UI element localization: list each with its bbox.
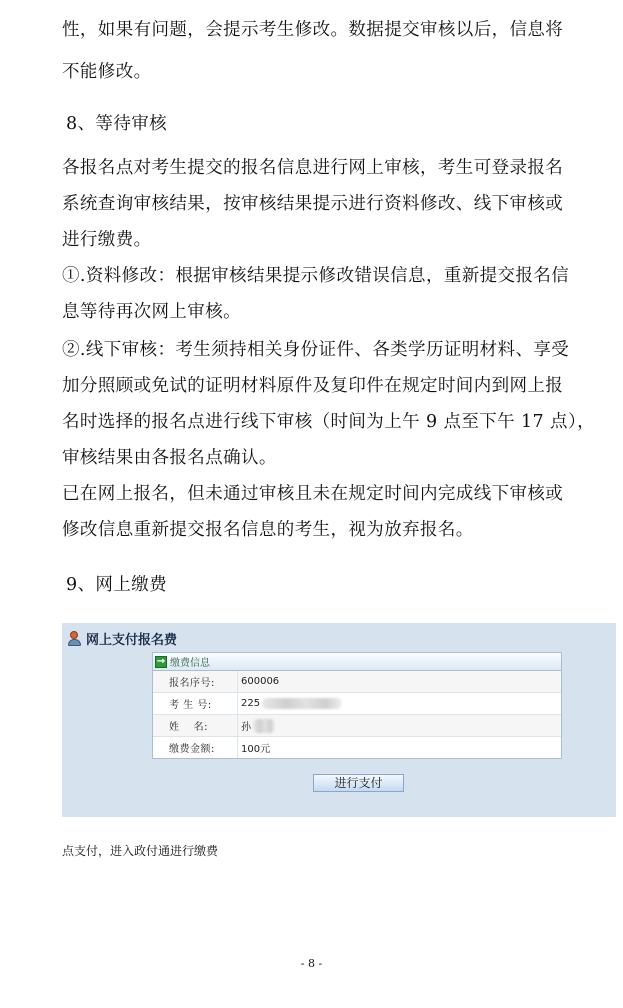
list-item-1-line: ①.资料修改：根据审核结果提示修改错误信息，重新提交报名信	[62, 266, 570, 286]
list-item-2-line: 名时选择的报名点进行线下审核（时间为上午 9 点至下午 17 点），	[62, 412, 596, 432]
panel-title-text: 网上支付报名费	[86, 632, 178, 648]
section-8-heading: 8、等待审核	[66, 114, 168, 134]
paragraph-line: 进行缴费。	[62, 230, 152, 250]
redaction-blur	[253, 719, 275, 733]
paragraph-line: 性，如果有问题，会提示考生修改。数据提交审核以后，信息将	[62, 20, 564, 40]
pay-button[interactable]: 进行支付	[313, 774, 404, 792]
table-header	[153, 653, 561, 671]
row-value: 225	[238, 693, 561, 714]
list-item-2-line: ②.线下审核：考生须持相关身份证件、各类学历证明材料、享受	[62, 340, 570, 360]
paragraph-line: 修改信息重新提交报名信息的考生，视为放弃报名。	[62, 520, 474, 540]
row-label: 报名序号:	[153, 671, 238, 692]
section-9-heading: 9、网上缴费	[66, 575, 168, 595]
row-value: 100元	[241, 744, 271, 755]
paragraph-line: 系统查询审核结果，按审核结果提示进行资料修改、线下审核或	[62, 194, 564, 214]
table-row	[153, 671, 561, 692]
user-icon	[67, 631, 82, 646]
table-row	[153, 736, 561, 758]
page-number: - 8 -	[300, 957, 323, 970]
row-label: 缴费金额:	[153, 737, 238, 758]
table-row	[153, 692, 561, 714]
paragraph-line: 已在网上报名，但未通过审核且未在规定时间内完成线下审核或	[62, 484, 564, 504]
table-row	[153, 714, 561, 736]
row-value: 孙	[238, 715, 561, 736]
row-label: 姓 名:	[153, 715, 238, 736]
arrow-right-icon: →	[156, 655, 166, 667]
list-item-2-line: 加分照顾或免试的证明材料原件及复印件在规定时间内到网上报	[62, 376, 564, 396]
table-header-text: 缴费信息	[170, 658, 210, 669]
list-item-1-line: 息等待再次网上审核。	[62, 302, 241, 322]
payment-info-table	[152, 652, 562, 759]
panel-title	[67, 629, 177, 647]
row-value: 600006	[241, 676, 280, 687]
payment-panel-screenshot	[62, 623, 616, 817]
list-item-2-line: 审核结果由各报名点确认。	[62, 448, 277, 468]
redaction-blur	[262, 698, 342, 709]
paragraph-line: 各报名点对考生提交的报名信息进行网上审核，考生可登录报名	[62, 158, 564, 178]
paragraph-line: 不能修改。	[62, 62, 152, 82]
figure-caption: 点支付，进入政付通进行缴费	[62, 844, 219, 858]
row-label: 考 生 号:	[153, 693, 238, 714]
